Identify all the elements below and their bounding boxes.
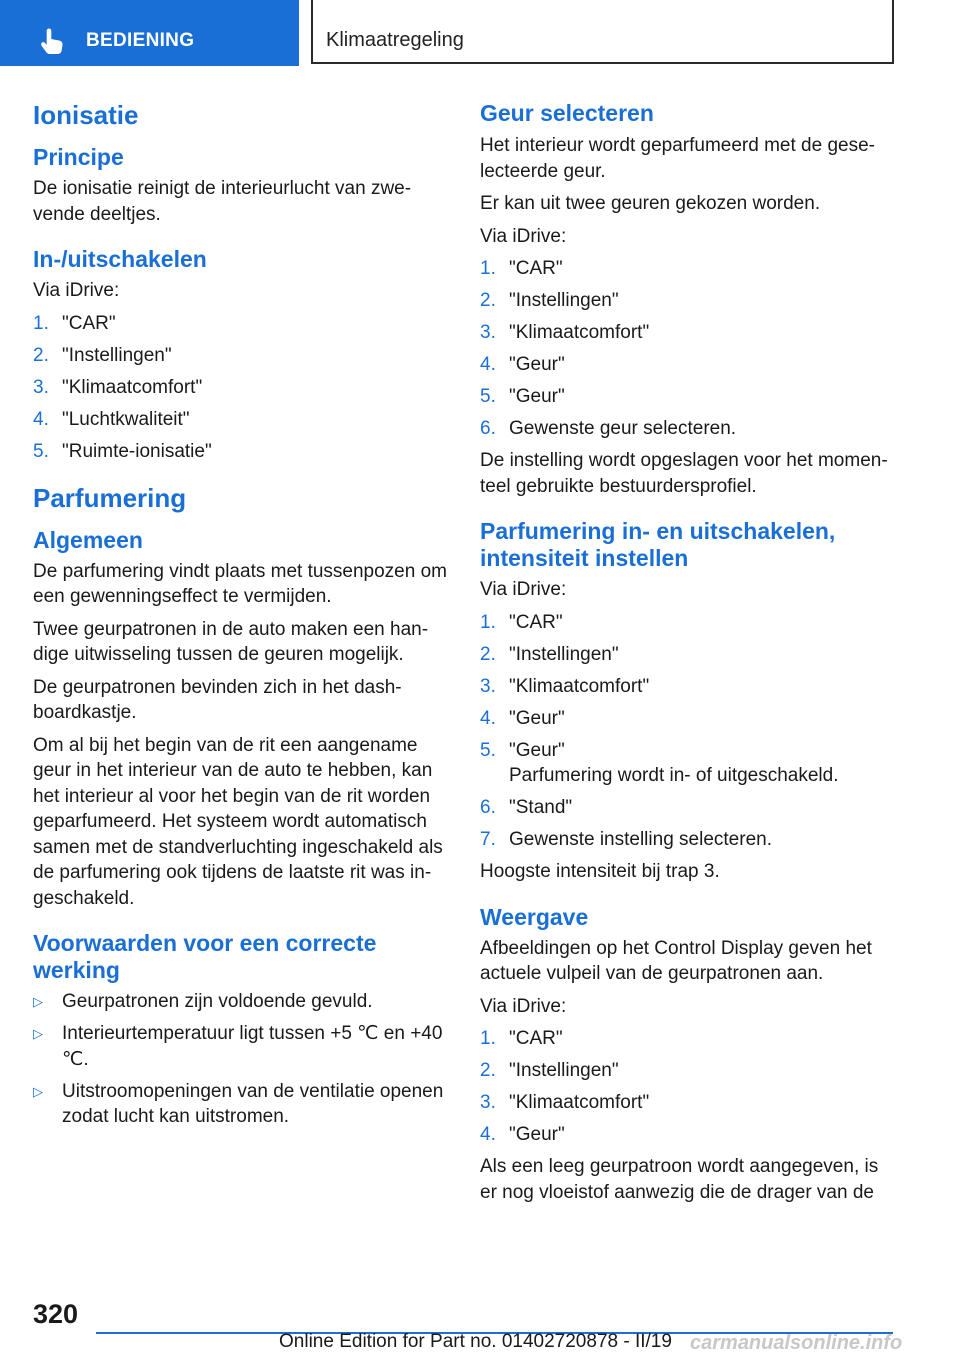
list-item (480, 1090, 900, 1116)
step-text: "CAR" (509, 1028, 563, 1049)
list-item (480, 256, 900, 282)
geur-paragraph: Er kan uit twee geuren gekozen worden. (480, 193, 821, 214)
step-number: 3. (480, 1092, 496, 1113)
intensiteit-intro: Via iDrive: (480, 579, 567, 600)
heading-parfumering: Parfumering (33, 482, 187, 513)
step-number: 4. (33, 408, 49, 430)
step-text: "CAR" (62, 312, 116, 334)
list-item (33, 989, 447, 1015)
step-number: 5. (33, 440, 49, 462)
intensiteit-steps (480, 610, 900, 853)
list-item (480, 674, 900, 700)
page-header (0, 0, 960, 66)
edition-text: Online Edition for Part no. 01402720878 - II/19 (279, 1331, 672, 1352)
heading-algemeen: Algemeen (33, 526, 143, 553)
step-number: 5. (480, 739, 496, 761)
step-text: "Geur" (509, 707, 565, 729)
weergave-after: Als een leeg geurpatroon wordt aangegeven, is er nog vloeistof aanwezig die de drager van de (480, 1156, 879, 1203)
step-number: 7. (480, 829, 496, 850)
step-number: 4. (480, 354, 496, 375)
step-text: "Instellingen" (62, 344, 172, 366)
triangle-bullet-icon: ▷ (33, 1026, 43, 1041)
step-number: 1. (480, 611, 496, 633)
step-number: 1. (33, 312, 49, 334)
bullet-text: Interieurtemperatuur ligt tussen +5 ℃ en +40 ℃. (62, 1023, 443, 1070)
list-item (480, 738, 900, 789)
algemeen-paragraph: De parfumering vindt plaats met tussenpozen om een gewenningseffect te vermijden. (33, 560, 447, 607)
step-number: 4. (480, 1124, 496, 1145)
step-text: "Geur" (509, 386, 565, 407)
step-number: 3. (480, 322, 496, 343)
list-item (480, 827, 900, 853)
step-text: "Luchtkwaliteit" (62, 408, 190, 430)
list-item (480, 795, 900, 821)
list-item (480, 1026, 900, 1052)
list-item (480, 288, 900, 314)
principe-text (33, 176, 447, 227)
geur-steps (480, 256, 900, 442)
step-text: "Geur" (509, 1124, 565, 1145)
step-text: "Instellingen" (509, 643, 619, 665)
list-item (480, 642, 900, 668)
section-label: BEDIENING (86, 30, 195, 51)
voorwaarden-list (33, 989, 447, 1130)
step-text: "CAR" (509, 611, 563, 633)
step-text: "Geur" (509, 739, 565, 761)
list-item (480, 1122, 900, 1148)
heading-geur-selecteren: Geur selecteren (480, 100, 654, 126)
step-number: 6. (480, 418, 496, 439)
step-number: 2. (480, 1060, 496, 1081)
algemeen-paragraph: De geurpatronen bevinden zich in het dash-boardkastje. (33, 676, 402, 723)
step-text: "Instellingen" (509, 1060, 619, 1081)
weergave-steps (480, 1026, 900, 1148)
list-item (33, 1021, 447, 1072)
step-text: Gewenste geur selecteren. (509, 418, 737, 439)
bullet-text: Uitstroomopeningen van de ventilatie openen zodat lucht kan uitstromen. (62, 1080, 444, 1127)
pointing-hand-icon (38, 26, 68, 56)
triangle-bullet-icon: ▷ (33, 1083, 43, 1099)
list-item (33, 407, 447, 433)
step-text: "Geur" (509, 354, 565, 375)
heading-ionisatie: Ionisatie (33, 100, 139, 130)
step-text: "Klimaatcomfort" (509, 322, 650, 343)
chapter-box (311, 0, 894, 64)
step-number: 1. (480, 258, 496, 279)
step-number: 4. (480, 707, 496, 729)
ionisatie-steps (33, 311, 447, 465)
bullet-text: Geurpatronen zijn voldoende gevuld. (62, 991, 373, 1012)
left-column (33, 100, 447, 1136)
step-text: "Klimaatcomfort" (509, 1092, 650, 1113)
step-text: Gewenste instelling selecteren. (509, 829, 772, 850)
step-text: "Stand" (509, 797, 573, 818)
watermark-text: carmanualsonline.info (690, 1332, 903, 1354)
list-item (33, 311, 447, 337)
step-text: "Instellingen" (509, 290, 619, 311)
list-item (480, 706, 900, 732)
geur-paragraph: Het interieur wordt geparfumeerd met de gese-lecteerde geur. (480, 135, 875, 182)
algemeen-paragraph: Twee geurpatronen in de auto maken een han-dige uitwisseling tussen de geuren mogelijk. (33, 618, 429, 665)
step-number: 2. (33, 344, 49, 366)
list-item (480, 384, 900, 410)
list-item (33, 343, 447, 369)
list-item (480, 610, 900, 636)
page-number: 320 (33, 1299, 79, 1329)
geur-intro: Via iDrive: (480, 225, 567, 247)
heading-principe: Principe (33, 144, 124, 170)
step-text: "CAR" (509, 258, 563, 279)
algemeen-paragraph: Om al bij het begin van de rit een aangename geur in het interieur van de auto te hebben, kan het interieur al voor het begin van de rit worden geparfumeerd. Het systeem wordt automatisch samen met de standverluchting ingeschakeld als de parfumering ook tijdens de laatste rit was in-geschakeld. (33, 734, 443, 909)
geur-after: De instelling wordt opgeslagen voor het momen-teel gebruikte bestuurdersprofiel. (480, 450, 888, 497)
step-number: 6. (480, 797, 496, 818)
step-number: 2. (480, 643, 496, 665)
list-item (33, 375, 447, 401)
list-item (33, 439, 447, 465)
step-number: 3. (33, 376, 49, 398)
heading-weergave: Weergave (480, 903, 589, 930)
triangle-bullet-icon: ▷ (33, 994, 43, 1009)
principe-text-content: De ionisatie reinigt de interieurlucht van zwe-vende deeltjes. (33, 178, 412, 225)
weergave-intro: Via iDrive: (480, 995, 567, 1017)
weergave-paragraph: Afbeeldingen op het Control Display geven het actuele vulpeil van de geurpatronen aan. (480, 937, 872, 984)
heading-in-uitschakelen: In-/uitschakelen (33, 246, 207, 272)
list-item (480, 1058, 900, 1084)
step-text: "Klimaatcomfort" (62, 376, 203, 398)
step-number: 2. (480, 290, 496, 311)
step-text: "Klimaatcomfort" (509, 675, 650, 697)
section-tab (0, 0, 299, 66)
chapter-label: Klimaatregeling (326, 29, 464, 51)
list-item (33, 1079, 447, 1130)
list-item (480, 416, 900, 442)
step-number: 1. (480, 1028, 496, 1049)
step-subtext: Parfumering wordt in- of uitgeschakeld. (509, 765, 839, 786)
step-number: 5. (480, 386, 496, 407)
intensiteit-after: Hoogste intensiteit bij trap 3. (480, 861, 720, 882)
heading-voorwaarden: Voorwaarden voor een correcte werking (33, 930, 377, 983)
right-column (480, 100, 900, 1212)
heading-intensiteit: Parfumering in- en uitschakelen, intensiteit instellen (480, 518, 836, 571)
list-item (480, 320, 900, 346)
step-text: "Ruimte-ionisatie" (62, 440, 212, 462)
step-number: 3. (480, 675, 496, 697)
list-item (480, 352, 900, 378)
ionisatie-intro: Via iDrive: (33, 280, 120, 301)
